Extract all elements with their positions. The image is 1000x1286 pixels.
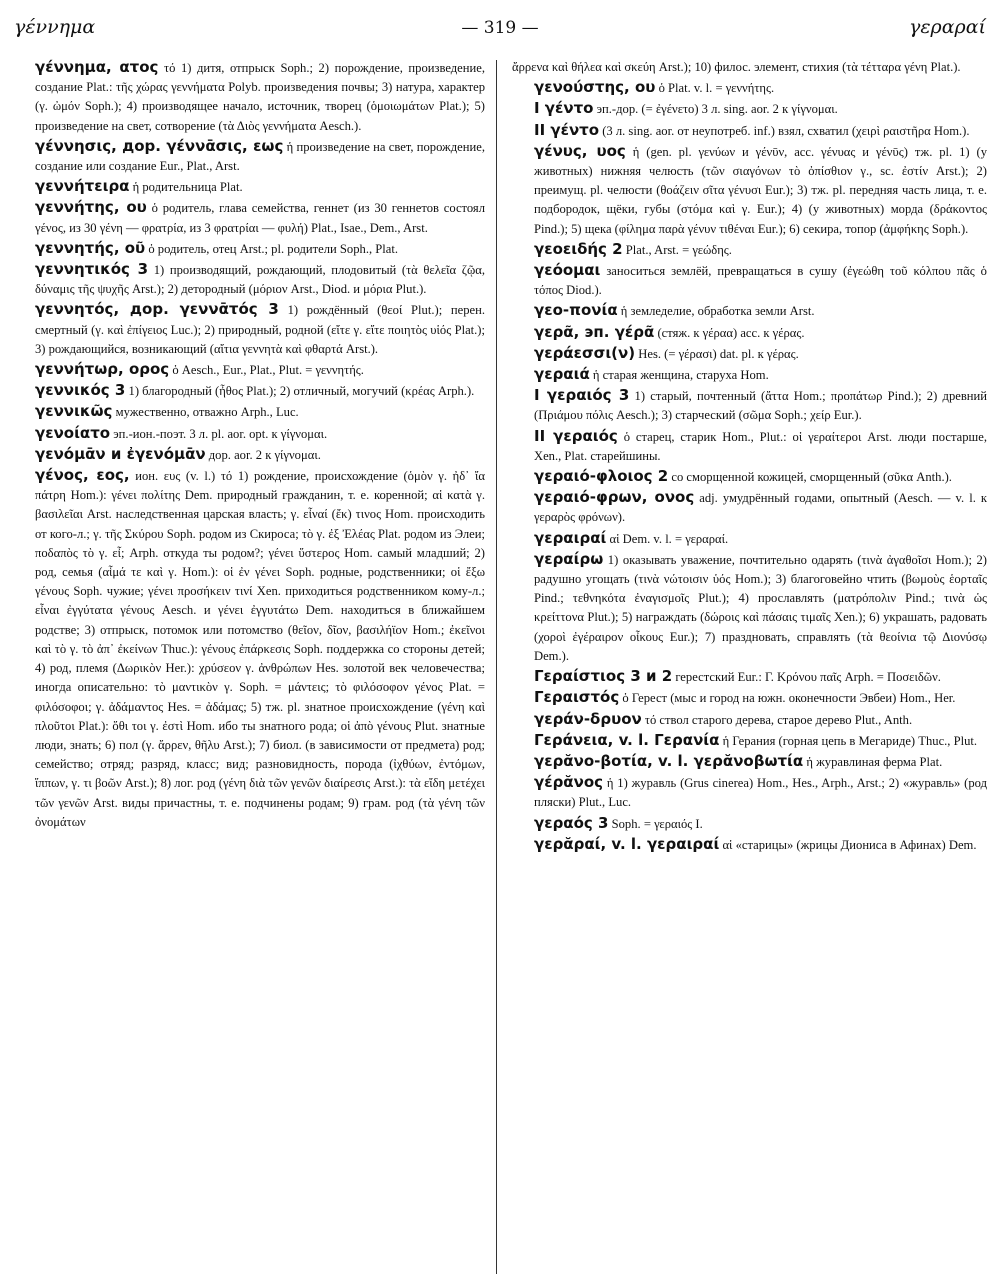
entry-definition: τό 1) дитя, отпрыск Soph.; 2) порождение, произведение, создание Plat.: τῆς χώρας γεννήματα Polyb. произведения почвы; 3) натура, характер (γ. ὠμόν Soph.); 4) производящее начало, источник, творец (ὁμοιωμάτων Plat.); 5) произведение на свет, сотворение (τὰ Διὸς γεννήματα Aesch.). — [35, 61, 485, 133]
entry-headword: γέρᾰνος — [534, 773, 604, 792]
entry-definition: ἄρρενα καὶ θήλεα καὶ σκεύη Arst.); 10) филос. элемент, стихия (τὰ τέτταρα γένη Plat.). — [512, 60, 961, 74]
entry-definition: Hes. (= γέρασι) dat. pl. к γέρας. — [638, 346, 799, 361]
dictionary-entry — [512, 365, 987, 385]
entry-headword: γερᾶ, эп. γέρᾶ — [534, 322, 655, 341]
entry-headword: γέννημα, ατος — [35, 58, 159, 76]
entry-definition: ἡ (gen. pl. γενύων и γένῡν, acc. γένυας и γένῡς) тж. pl. 1) (у животных) нижняя челюсть (τῶν σιαγόνων τὸ ὀπίσθιον γ., sc. ἐστίν Arst.); 2) преимущ. pl. челюсти (θοάζειν σῖτα γένυσι Eur.); 3) тж. pl. передняя часть лица, т. е. подбородок, щёки, губы (στόμα καὶ γ. Eur.); 4) (у животных) морда (δράκοντος Pind.); 5) щека (φίλημα παρὰ γένυν τιθέναι Eur.); 6) секира, топор (ἀμφήκης Soph.). — [534, 144, 987, 236]
dictionary-entry — [512, 240, 987, 260]
left-column — [13, 58, 485, 1280]
dictionary-entry — [512, 142, 987, 239]
entry-headword: γενόμᾱν и ἐγενόμᾱν — [35, 444, 206, 463]
dictionary-entry — [512, 323, 987, 343]
entry-headword: γεννητής, οῦ — [35, 238, 146, 257]
running-head-right: γεραραί — [908, 16, 986, 38]
entry-headword: γεραιά — [534, 365, 590, 384]
entry-definition: 1) благородный (ἦθος Plat.); 2) отличный, могучий (κρέας Arph.). — [128, 384, 475, 399]
dictionary-entry — [13, 402, 485, 422]
entry-headword: γεραίρω — [534, 549, 604, 568]
entry-definition: ὁ старец, старик Hom., Plut.: οἱ γεραίτεροι Arst. люди постарше, Xen., Plat. старейшины. — [534, 429, 987, 463]
entry-definition: эп.-ион.-поэт. 3 л. pl. aor. opt. к γίγνομαι. — [113, 426, 328, 441]
entry-headword: Γεραίστιος 3 и 2 — [534, 667, 673, 686]
entry-headword: γεραιό-φλοιος 2 — [534, 467, 669, 486]
dictionary-entry — [512, 261, 987, 300]
entry-definition: ὁ родитель, отец Arst.; pl. родители Soph., Plat. — [148, 241, 398, 256]
entry-headword: γεο-πονία — [534, 301, 618, 320]
dictionary-entry — [13, 300, 485, 359]
entry-headword: γερᾰνο-βοτία, v. l. γερᾰνοβωτία — [534, 751, 804, 770]
column-divider — [496, 60, 497, 1274]
dictionary-entry — [512, 835, 987, 855]
entry-headword: γεννήτωρ, ορος — [35, 360, 170, 379]
entry-headword: γεράεσσι(ν) — [534, 343, 636, 362]
page-number: — 319 — — [461, 18, 539, 38]
entry-definition: Soph. = γεραιός I. — [611, 816, 703, 831]
entry-definition: ἡ журавлиная ферма Plat. — [806, 754, 943, 769]
dictionary-entry — [13, 137, 485, 176]
entry-headword: γεραός 3 — [534, 813, 609, 832]
entry-headword: Γεραιστός — [534, 688, 620, 707]
entry-headword: γενοίατο — [35, 423, 111, 442]
dictionary-entry — [512, 731, 987, 751]
entry-definition: герестский Eur.: Γ. Κρόνου παῖς Arph. = Ποσειδῶν. — [675, 670, 941, 685]
entry-headword: γεννικός 3 — [35, 381, 126, 400]
entry-headword: γεοειδής 2 — [534, 239, 623, 258]
right-column — [512, 58, 987, 1280]
entry-headword: γεραιραί — [534, 528, 607, 547]
dictionary-entry — [13, 360, 485, 380]
entry-headword: II γέντο — [534, 120, 600, 139]
entry-headword: γέννησις, дор. γέννᾱσις, εως — [35, 136, 284, 155]
entry-definition: ὁ Герест (мыс и город на южн. оконечности Эвбеи) Hom., Her. — [622, 691, 956, 706]
entry-definition: ἡ земледелие, обработка земли Arst. — [620, 304, 815, 319]
dictionary-entry — [13, 466, 485, 832]
dictionary-entry — [512, 58, 987, 77]
entry-definition: ὁ Plat. v. l. = γεννήτης. — [658, 81, 775, 96]
dictionary-entry — [13, 445, 485, 465]
entry-headword: γεννήτης, ου — [35, 198, 147, 217]
entry-headword: γένυς, υος — [534, 141, 626, 160]
dictionary-entry — [512, 752, 987, 772]
dictionary-entry — [512, 814, 987, 834]
dictionary-entry — [512, 550, 987, 666]
entry-definition: 1) рождённый (θεοί Plut.); перен. смертный (γ. καὶ ἐπίγειος Luc.); 2) природный, родной (εἴτε γ. εἴτε ποιητὸς υἱός Plat.); 3) рождающийся, возникающий (αἴτια γεννητὰ καὶ φθαρτά Arst.). — [35, 303, 485, 356]
dictionary-entry — [512, 688, 987, 708]
dictionary-entry — [512, 344, 987, 364]
entry-headword: γενούστης, ου — [534, 78, 656, 97]
entry-headword: I γεραιός 3 — [534, 386, 630, 405]
entry-definition: мужественно, отважно Arph., Luc. — [115, 405, 299, 420]
entry-definition: дор. aor. 2 к γίγνομαι. — [208, 447, 321, 462]
entry-definition: ὁ родитель, глава семейства, геннет (из 30 геннетов состоял γένος, из 30 γένη — φρατρία, из 3 φρατρίαι — φυλή) Plat., Isae., Dem., Arst. — [35, 201, 485, 235]
dictionary-entry — [512, 78, 987, 98]
dictionary-entry — [13, 424, 485, 444]
entry-definition: ион. ευς (v. l.) τό 1) рождение, происхождение (ὁμὸν γ. ἠδ᾽ ἴα πάτρη Hom.): γένει πολίτης Dem. природный гражданин, т. е. коренной; αἱ κατὰ γ. βασιλεῖαι Arst. наследственная царская власть; γ. εἶναί (ἔκ) τινος Hom. происходить от кого-л.; γ. τῆς Σκύρου Soph. родом из Скироса; τὸ γ. ἐξ Ἐλέας Plat. родом из Элеи; ποδαπὸς τὸ γ. εἶ; Arph. откуда ты родом?; γένει ὕστερος Hom. самый младший; 2) род, семья (αἷμά τε καὶ γ. Hom.): οἱ ἐν γένει Soph. родные, родственники; οἱ ἔξω γένους Soph. чужие; γένει προσήκειν τινί Xen. приходиться родственником кому-л.; εἶναι ἐγγύτατα γένους Aesch. и γένει ἐγγυτάτω Dem. находиться в ближайшем родстве; 3) отпрыск, потомок или потомство (θεῖον, δῖον, βασιλήϊον Hom.; ἐκεῖνοι καὶ τὸ γ. τὸ ἀπ᾽ ἐκείνων Thuc.): γένους ἐπάρκεσις Soph. поддержка со стороны детей; 4) род, племя (Δωρικὸν Her.): χρύσεον γ. ἀνθρώπων Hes. золотой век человечества; иногда описательно: τὸ μαντικὸν γ. Soph. = μάντεις; τὸ φιλόσοφον γένος Plat. = φιλόσοφοι; γ. ἀδάμαντος Hes. = ἀδάμας; 5) тж. pl. знатное происхождение (γένη καὶ πλοῦτοι Plat.): ὅθι τοι γ. ἐστὶ Hom. ибо ты знатного рода; οἱ ἀπὸ γένους Plut. знатные люди, знать; 6) пол (γ. ἄρρεν, θῆλυ Arst.); 7) биол. (в зависимости от предмета) род; семейство; отряд; разряд, класс; вид; разновидность, порода (ἰχθύων, ἐντόμων, ἵππων, γ. τι βοῶν Arst.); 8) лог. род (γένη διὰ τῶν γενῶν διαίρεσις Arst.): τὰ εἴδη μετέχει τῶν γενῶν Arst. виды причастны, т. е. подчинены родам; 9) грам. род (τὰ γένη τῶν ὀνομάτων — [35, 469, 485, 829]
entry-definition: эп.-дор. (= ἐγένετο) 3 л. sing. aor. 2 к γίγνομαι. — [596, 102, 838, 117]
entry-headword: γεραιό-φρων, ονος — [534, 488, 695, 507]
dictionary-entry — [13, 177, 485, 197]
entry-headword: γένος, εος, — [35, 466, 130, 485]
entry-definition: ὁ Aesch., Eur., Plat., Plut. = γεννητής. — [172, 363, 364, 378]
dictionary-entry — [512, 467, 987, 487]
dictionary-entry — [512, 488, 987, 527]
entry-headword: γεννητικός 3 — [35, 260, 149, 279]
dictionary-entry — [13, 260, 485, 299]
entry-definition: ἡ родительница Plat. — [132, 180, 243, 195]
entry-definition: ἡ старая женщина, старуха Hom. — [592, 368, 769, 383]
entry-headword: γεννικῶς — [35, 402, 113, 421]
entry-headword: γερᾰραί, v. l. γεραιραί — [534, 834, 720, 853]
page-header — [0, 0, 1000, 46]
entry-definition: 1) старый, почтенный (ἄττα Hom.; προπάτωρ Pind.); 2) древний (Πριάμου πόλις Aesch.); 3) старческий (σῶμα Soph.; χείρ Eur.). — [534, 389, 987, 423]
entry-headword: γεννήτειρα — [35, 177, 130, 196]
dictionary-entry — [512, 773, 987, 812]
entry-definition: ἡ 1) журавль (Grus cinerea) Hom., Hes., Arph., Arst.; 2) «журавль» (род пляски) Plut., Luc. — [534, 776, 987, 810]
entry-definition: (3 л. sing. aor. от неупотреб. inf.) взял, схватил (χειρὶ ραιστῆρα Hom.). — [602, 123, 970, 138]
entry-definition: ἡ произведение на свет, порождение, создание или создание Eur., Plat., Arst. — [35, 139, 485, 174]
entry-definition: (стяж. к γέραα) acc. к γέρας. — [657, 325, 805, 340]
dictionary-entry — [13, 198, 485, 237]
dictionary-entry — [512, 667, 987, 687]
entry-definition: τό ствол старого дерева, старое дерево Plut., Anth. — [644, 712, 913, 727]
dictionary-entry — [512, 99, 987, 119]
entry-headword: γεννητός, дор. γεννᾱτός 3 — [35, 300, 279, 319]
dictionary-entry — [512, 427, 987, 466]
dictionary-entry — [512, 121, 987, 141]
entry-headword: II γεραιός — [534, 426, 618, 445]
entry-headword: Γεράνεια, v. l. Γερανία — [534, 730, 720, 749]
entry-definition: ἡ Герания (горная цепь в Мегариде) Thuc., Plut. — [722, 733, 978, 748]
entry-definition: Plat., Arst. = γεώδης. — [625, 242, 732, 257]
dictionary-entry — [512, 301, 987, 321]
dictionary-entry — [13, 58, 485, 136]
running-head-left: γέννημα — [14, 16, 96, 38]
entry-definition: αἱ Dem. v. l. = γεραραί. — [609, 531, 729, 546]
entry-headword: γεόομαι — [534, 261, 601, 280]
entry-headword: I γέντο — [534, 99, 594, 118]
dictionary-entry — [512, 710, 987, 730]
entry-headword: γεράν-δρυον — [534, 709, 642, 728]
dictionary-entry — [13, 239, 485, 259]
dictionary-entry — [512, 529, 987, 549]
entry-definition: со сморщенной кожицей, сморщенный (σῦκα Anth.). — [671, 470, 952, 485]
entry-definition: заноситься землёй, превращаться в сушу (ἐγεώθη τοῦ κόλπου πᾶς ὁ τόπος Diod.). — [534, 264, 987, 298]
entry-definition: 1) производящий, рождающий, плодовитый (τὰ θελεῖα ζῷα, δύναμις τῆς ψυχῆς Arst.); 2) детородный (μόριον Arst., Diod. и μόρια Plut.). — [35, 263, 485, 297]
dictionary-entry — [512, 386, 987, 425]
entry-definition: αἱ «старицы» (жрицы Диониса в Афинах) Dem. — [722, 837, 977, 852]
entry-definition: 1) оказывать уважение, почтительно одарять (τινὰ ἀγαθοῖσι Hom.); 2) радушно угощать (τινὰ νώτοισιν ὑός Hom.); 3) благоговейно чтить (βωμοὺς ἑορταῖς Pind.; τεθνηκότα ἐναγισμοῖς Plut.); 4) прославлять (ματρόπολιν Pind.; τινὰ ὡς κρείττονα Plut.); 5) награждать (δώροις καὶ πάσαις τιμαῖς Xen.); 6) украшать, радовать (χοροὶ ἐγέραιρον οἶκους Eur.); 7) праздновать, справлять (τὰ θεοίνια τῷ Διονύσῳ Dem.). — [534, 552, 987, 663]
dictionary-entry — [13, 381, 485, 401]
entry-definition: adj. умудрённый годами, опытный (Aesch. — v. l. к γεραρὸς φρόνων). — [534, 491, 987, 525]
